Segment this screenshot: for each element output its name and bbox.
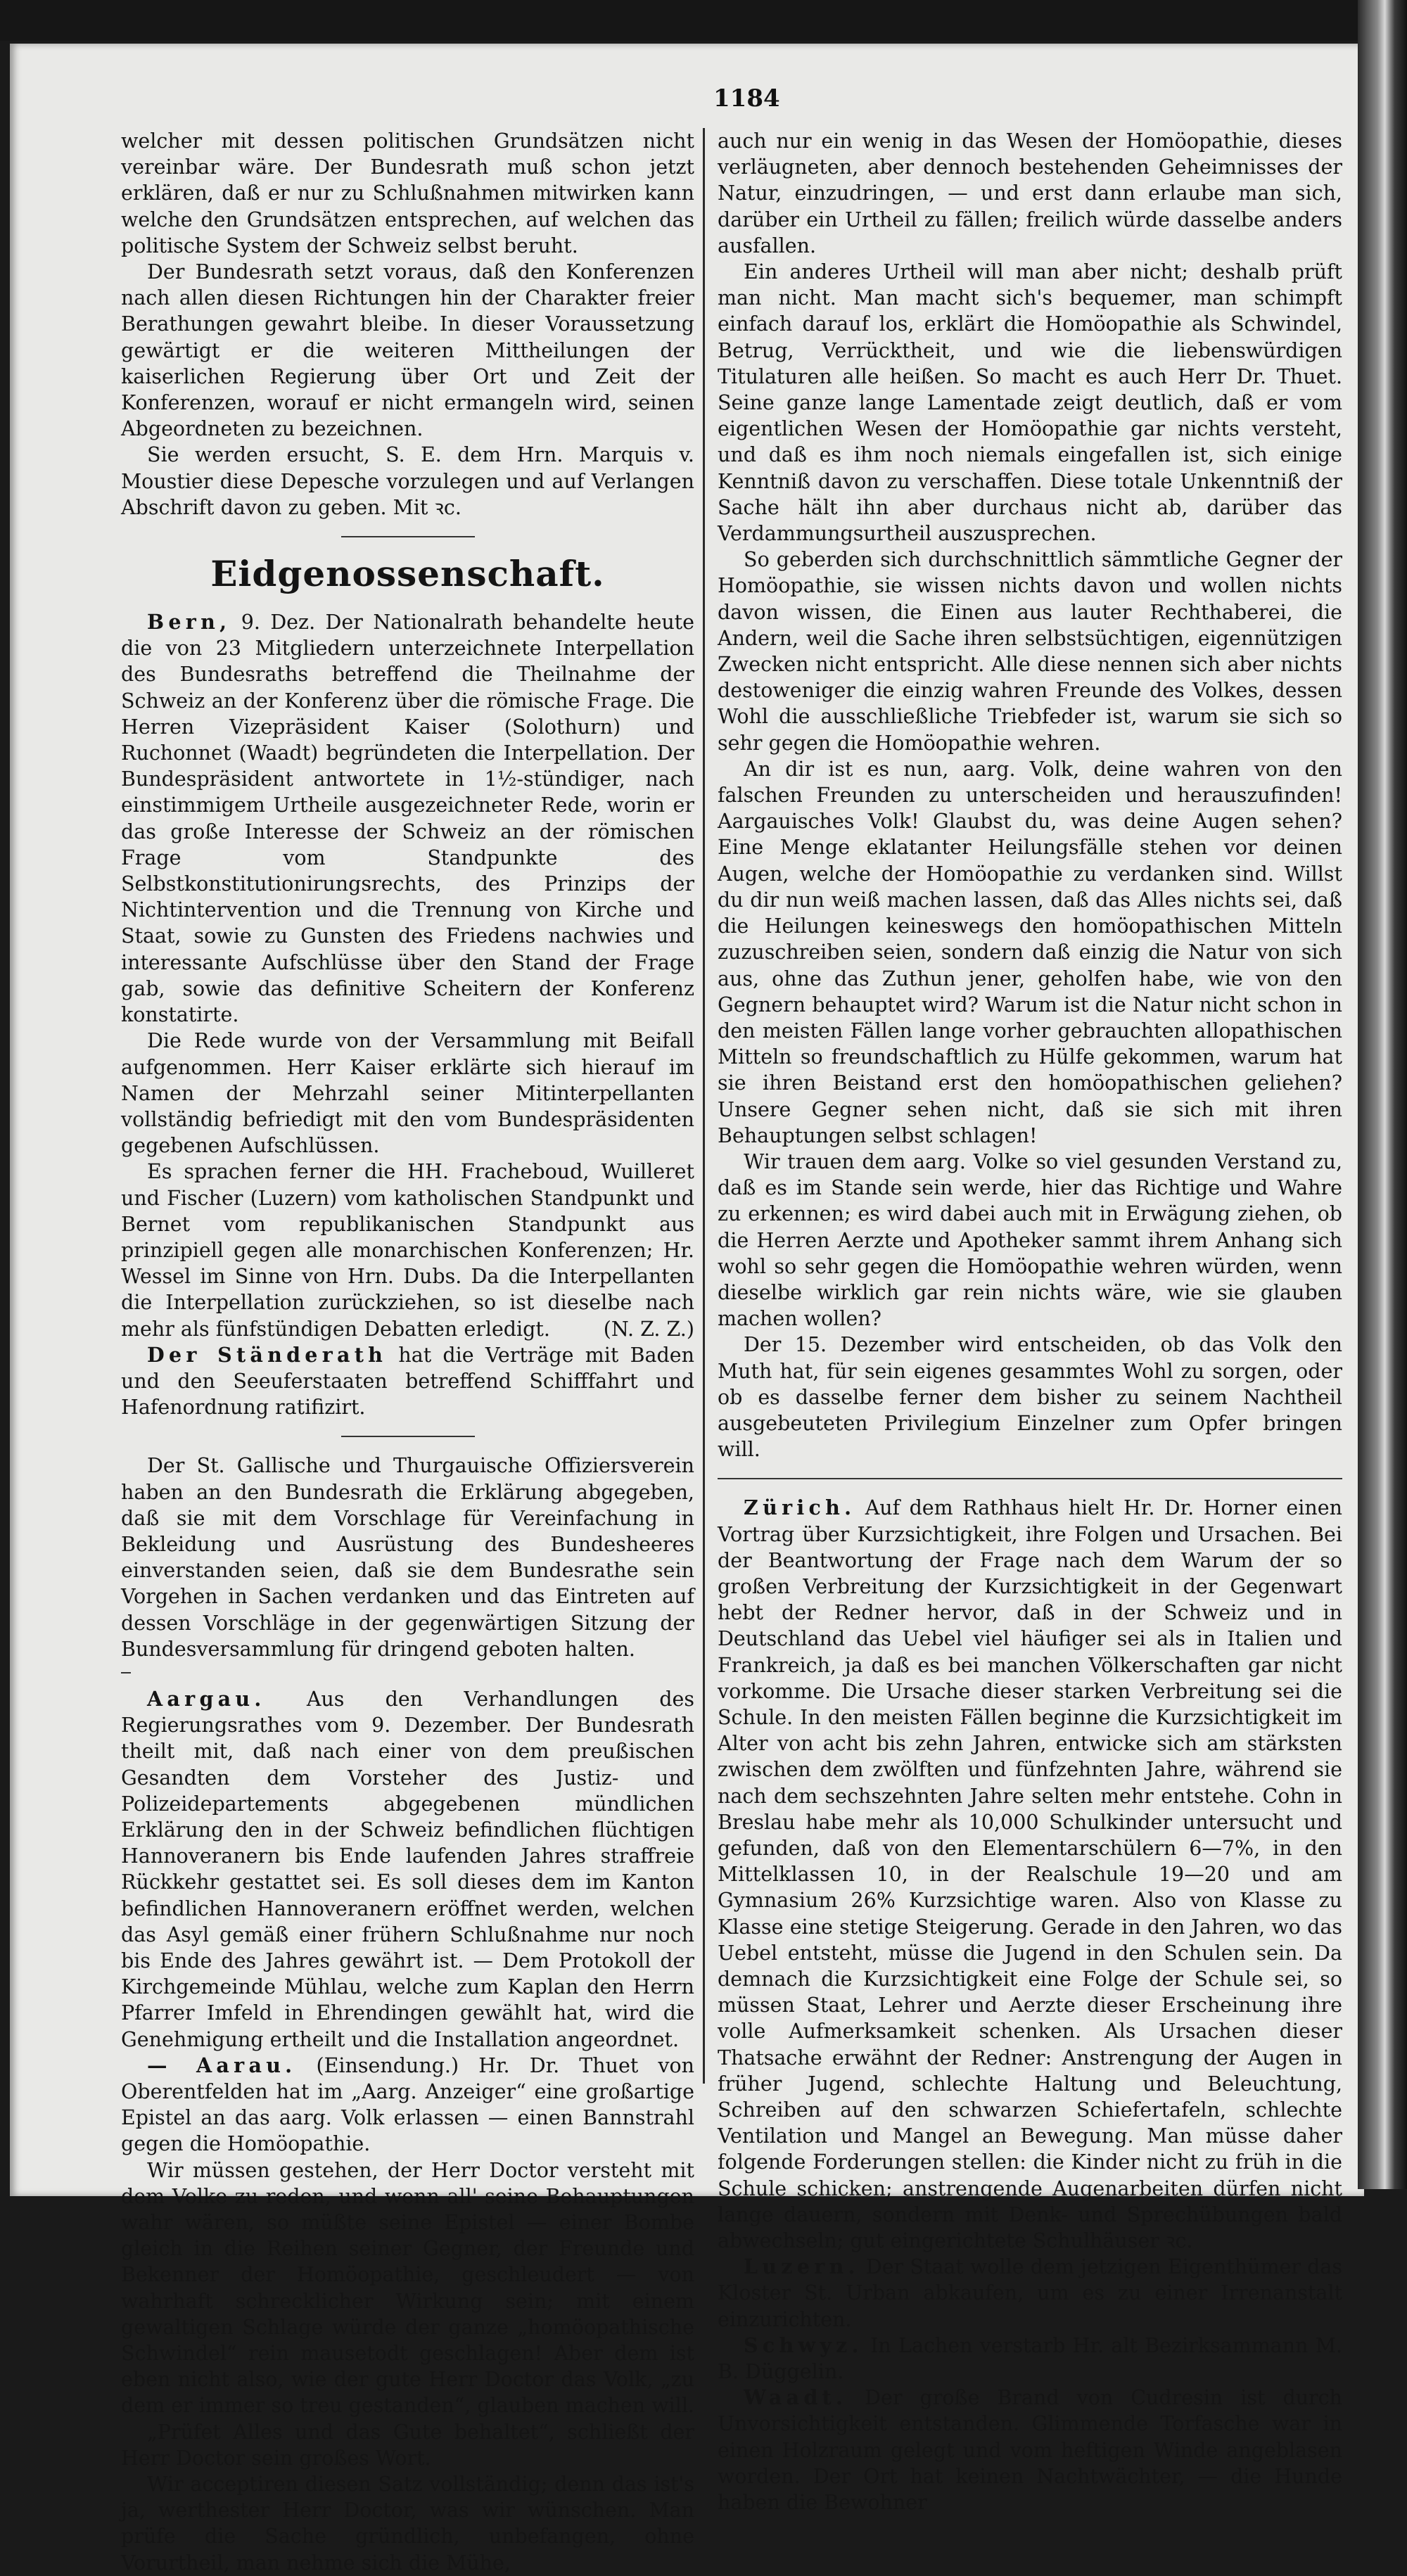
paragraph-text: An dir ist es nun, aarg. Volk, deine wahren von den falschen Freunden zu unterscheiden und herauszufinden! Aargauisches Volk! Glaubst du, was deine Augen sehen? Eine Menge eklatanter Heilungsfälle stehen vor deinen Augen, welche der Homöopathie zu verdanken sind. Willst du dir nun weiß machen lassen, daß das Alles nichts sei, daß die Heilungen keineswegs den homöopathischen Mitteln zuzuschreiben seien, sondern daß einzig die Natur von sich aus, ohne das Zuthun jener, geholfen habe, wie von den Gegnern behauptet wird? Warum ist die Natur nicht schon in den meisten Fällen lange vorher gebrauchten allopathischen Mitteln so freundschaftlich zu Hülfe gekommen, warum hat sie ihren Beistand erst den homöopathischen geliehen? Unsere Gegner sehen nicht, daß sie sich mit ihren Behauptungen selbst schlagen! (718, 757, 1342, 1147)
paragraph-text: Ein anderes Urtheil will man aber nicht; deshalb prüft man nicht. Man macht sich's bequemer, man schimpft einfach darauf los, erklärt die Homöopathie als Schwindel, Betrug, Verrücktheit, und wie die liebenswürdigen Titulaturen alle heißen. So macht es auch Herr Dr. Thuet. Seine ganze lange Lamentade zeigt deutlich, daß er vom eigentlichen Wesen der Homöopathie gar nichts versteht, und daß es ihm noch niemals eingefallen ist, sich einige Kenntniß davon zu verschaffen. Diese totale Unkenntniß der Sache hält ihn aber durchaus nicht ab, darüber das Verdammungsurtheil auszusprechen. (718, 260, 1342, 546)
column-divider (703, 128, 705, 2084)
article-paragraph (718, 1495, 1342, 2254)
scan-border-right (1358, 0, 1407, 2189)
newspaper-page (10, 44, 1364, 2575)
paragraph-text: welcher mit dessen politischen Grundsätzen nicht vereinbar wäre. Der Bundesrath muß schon jetzt erklären, daß er nur zu Schlußnahmen mitwirken kann welche den Grundsätzen entsprechen, auf welchen das politische System der Schweiz selbst beruht. (121, 129, 694, 257)
dateline: Aargau. (147, 1686, 266, 1711)
paragraph-text: Wir acceptiren diesen Satz vollständig; denn das ist's ja, werthester Herr Doctor, was wir wünschen. Man prüfe die Sache gründlich, unbefangen, ohne Vorurtheil, man nehme sich die Mühe, (121, 2473, 694, 2575)
article-paragraph (718, 128, 1342, 259)
article-paragraph (121, 2471, 694, 2576)
article-paragraph (121, 442, 694, 521)
dateline: Schwyz. (744, 2333, 863, 2357)
article-paragraph (718, 547, 1342, 756)
paragraph-text: Wir müssen gestehen, der Herr Doctor versteht mit dem Volke zu reden, und wenn all' seine Behauptungen wahr wären, so müßte seine Epistel — einer Bombe gleich in die Reihen seiner Gegner, der Freunde und Bekenner der Homöopathie, geschleudert — von wahrhaft schrecklicher Wirkung sein; mit einem gewaltigen Schlage würde der ganze „homöopathische Schwindel“ rein mausetodt geschlagen! Aber dem ist eben nicht also, wie der gute Herr Doctor das Volk, „zu dem er immer so treu gestanden“, glauben machen will. (121, 2158, 694, 2418)
article-paragraph (121, 128, 694, 259)
paragraph-text: Es sprachen ferner die HH. Fracheboud, Wuilleret und Fischer (Luzern) vom katholischen Standpunkt und Bernet vom republikanischen Standpunkt aus prinzipiell gegen alle monarchischen Konferenzen; Hr. Wessel im Sinne von Hrn. Dubs. Da die Interpellanten die Interpellation zurückziehen, so ist dieselbe nach mehr als fünfstündigen Debatten erledigt. (121, 1160, 694, 1341)
section-divider (718, 1478, 1342, 1479)
section-divider (341, 1436, 475, 1437)
article-paragraph (121, 1686, 694, 2053)
dateline: Zürich. (744, 1496, 856, 1520)
paragraph-text: In Lachen verstarb Hr. alt Bezirksammann M. B. Düggelin. (718, 2333, 1342, 2384)
article-paragraph (718, 2385, 1342, 2516)
paragraph-text: Der Staat wolle dem jetzigen Eigenthümer das Kloster St. Urban abkaufen, um es zu einer Irrenanstalt einzurichten. (718, 2255, 1342, 2331)
section-divider (341, 536, 475, 537)
article-paragraph (718, 2254, 1342, 2333)
paragraph-text: Aus den Verhandlungen des Regierungsrathes vom 9. Dezember. Der Bundesrath theilt mit, daß nach einer von dem preußischen Gesandten dem Vorsteher des Justiz- und Polizeidepartements abgegebenen mündlichen Erklärung den in der Schweiz befindlichen flüchtigen Hannoveranern bis Ende laufenden Jahres straffreie Rückkehr gestattet sei. Es soll dieses dem im Kanton befindlichen Hannoveranern eröffnet werden, welchen das Asyl gemäß einer frühern Schlußnahme nur noch bis Ende des Jahres gewährt ist. — Dem Protokoll der Kirchgemeinde Mühlau, welche zum Kaplan den Herrn Pfarrer Imfeld in Ehrendingen gewählt hat, wird die Genehmigung ertheilt und die Installation angeordnet. (121, 1687, 694, 2051)
paragraph-text: Der 15. Dezember wird entscheiden, ob das Volk den Muth hat, für sein eigenes gesammtes Wohl zu sorgen, oder ob es dasselbe ferner dem bisher zu seinem Nachtheil ausgebeuteten Privilegium Einzelner zum Opfer bringen will. (718, 1333, 1342, 1462)
section-heading: Eidgenossenschaft. (210, 553, 605, 595)
section-divider (121, 1672, 131, 1673)
paragraph-text: Der Bundesrath setzt voraus, daß den Konferenzen nach allen diesen Richtungen hin der Charakter freier Berathungen gewahrt bleibe. In dieser Voraussetzung gewärtigt er die weiteren Mittheilungen der kaiserlichen Regierung über Ort und Zeit der Konferenzen, worauf er nicht ermangeln wird, seinen Abgeordneten zu bezeichnen. (121, 260, 694, 441)
dateline: Waadt. (744, 2385, 848, 2410)
paragraph-text: Wir trauen dem aarg. Volke so viel gesunden Verstand zu, daß es im Stande sein werde, hier das Richtige und Wahre zu erkennen; es wird dabei auch mit in Erwägung ziehen, ob die Herren Aerzte und Apotheker sammt ihrem Anhang sich wohl so sehr gegen die Homöopathie wehren würden, wenn dieselbe wirklich gar rein nichts wäre, wie sie glauben machen wollen? (718, 1149, 1342, 1331)
article-paragraph (121, 1028, 694, 1159)
paragraph-text: Auf dem Rathhaus hielt Hr. Dr. Horner einen Vortrag über Kurzsichtigkeit, ihre Folgen und Ursachen. Bei der Beantwortung der Frage nach dem Warum der so großen Verbreitung der Kurzsichtigkeit in der Gegenwart hebt der Redner hervor, daß in der Schweiz und in Deutschland das Uebel viel häufiger sei als in Italien und Frankreich, ja daß es bei manchen Völkerschaften gar nicht vorkomme. Die Ursache dieser starken Verbreitung sei die Schule. In den meisten Fällen beginne die Kurzsichtigkeit im Alter von acht bis zehn Jahren, entwicke sich am stärksten zwischen dem zwölften und fünfzehnten Jahre, während sie nach dem sechszehnten Jahre selten mehr entstehe. Cohn in Breslau habe mehr als 10,000 Schulkinder untersucht und gefunden, daß von den Elementarschülern 6—7%, in den Mittelklassen 10, in der Realschule 19—20 und am Gymnasium 26% Kurzsichtige waren. Also von Klasse zu Klasse eine stetige Steigerung. Gerade in den Jahren, wo das Uebel entsteht, müsse die Jugend in den Schulen sein. Da demnach die Kurzsichtigkeit eine Folge der Schule sei, so müssen Staat, Lehrer und Aerzte dieser Erscheinung ihre volle Aufmerksamkeit schenken. Als Ursachen dieser Thatsache erwähnt der Redner: Anstrengung der Augen in früher Jugend, schlechte Haltung und Beleuchtung, Schreiben auf den schwarzen Schiefertafeln, schlechte Ventilation und Mangel an Bewegung. Man müsse daher folgende Forderungen stellen: die Kinder nicht zu früh in die Schule schicken; anstrengende Augenarbeiten dürfen nicht lange dauern, sondern mit Denk- und Sprechübungen bald abwechseln; gut eingerichtete Schulhäuser ꝛc. (718, 1496, 1342, 2253)
paragraph-text: (Einsendung.) Hr. Dr. Thuet von Oberentfelden hat im „Aarg. Anzeiger“ eine großartige Epistel an das aarg. Volk erlassen — einen Bannstrahl gegen die Homöopathie. (121, 2053, 694, 2156)
dateline: Der Ständerath (147, 1342, 388, 1367)
dateline: Luzern. (744, 2255, 860, 2279)
article-paragraph (121, 1159, 694, 1341)
dateline: Bern, (147, 610, 231, 635)
paragraph-text: „Prüfet Alles und das Gute behaltet“, schließt der Herr Doctor sein großes Wort. (121, 2420, 694, 2470)
article-paragraph (718, 756, 1342, 1149)
paragraph-text: Sie werden ersucht, S. E. dem Hrn. Marquis v. Moustier diese Depesche vorzulegen und auf Verlangen Abschrift davon zu geben. Mit ꝛc. (121, 443, 694, 519)
article-paragraph (718, 2333, 1342, 2385)
paragraph-text: Die Rede wurde von der Versammlung mit Beifall aufgenommen. Herr Kaiser erklärte sich hierauf im Namen der Mehrzahl seiner Mitinterpellanten vollständig befriedigt mit den vom Bundespräsidenten gegebenen Aufschlüssen. (121, 1029, 694, 1158)
article-paragraph (718, 1149, 1342, 1332)
paragraph-text: auch nur ein wenig in das Wesen der Homöopathie, dieses verläugneten, aber dennoch bestehenden Geheimnisses der Natur, einzudringen, — und erst dann erlaube man sich, darüber ein Urtheil zu fällen; freilich würde dasselbe anders ausfallen. (718, 129, 1342, 257)
article-paragraph (718, 1332, 1342, 1462)
article-paragraph (121, 609, 694, 1028)
source-attribution: (N. Z. Z.) (603, 1317, 694, 1341)
article-paragraph (121, 2157, 694, 2419)
dateline: — Aarau. (147, 2053, 297, 2077)
page-number: 1184 (713, 84, 780, 113)
article-paragraph (121, 259, 694, 442)
scan-border-top (0, 0, 1407, 41)
paragraph-text: So geberden sich durchschnittlich sämmtliche Gegner der Homöopathie, sie wissen nichts davon und wollen nichts davon wissen, die Einen aus lauter Rechthaberei, die Andern, weil die Sache ihren selbstsüchtigen, eigennützigen Zwecken nicht entspricht. Alle diese nennen sich aber nichts destoweniger die einzig wahren Freunde des Volkes, dessen Wohl die ausschließliche Triebfeder ist, warum sie sich so sehr gegen die Homöopathie wehren. (718, 548, 1342, 755)
right-column (718, 128, 1342, 2516)
paragraph-text: Der große Brand von Cudresin ist durch Unvorsichtigkeit entstanden. Glimmende Torfasche war in einen Holzraum gelegt und vom heftigen Winde angeblasen worden. Der Ort hat keinen Nachtwächter, — die Hunde haben die Bewohner (718, 2386, 1342, 2515)
paragraph-text: Der St. Gallische und Thurgauische Offiziersverein haben an den Bundesrath die Erklärung abgegeben, daß sie mit dem Vorschlage für Vereinfachung in Bekleidung und Ausrüstung des Bundesheeres einverstanden seien, daß sie dem Bundesrathe sein Vorgehen in Sachen verdanken und das Eintreten auf dessen Vorschläge in der gegenwärtigen Sitzung der Bundesversammlung für dringend geboten halten. (121, 1454, 694, 1661)
paragraph-text: 9. Dez. Der Nationalrath behandelte heute die von 23 Mitgliedern unterzeichnete Interpellation des Bundesraths betreffend die Theilnahme der Schweiz an der Konferenz über die römische Frage. Die Herren Vizepräsident Kaiser (Solothurn) und Ruchonnet (Waadt) begründeten die Interpellation. Der Bundespräsident antwortete in 1½-stündiger, nach einstimmigem Urtheile ausgezeichneter Rede, worin er das große Interesse der Schweiz an der römischen Frage vom Standpunkte des Selbstkonstitutionirungsrechts, des Prinzips der Nichtintervention und die Trennung von Kirche und Staat, sowie zu Gunsten des Friedens nachwies und interessante Aufschlüsse über den Stand der Frage gab, sowie das definitive Scheitern der Konferenz konstatirte. (121, 611, 694, 1027)
article-paragraph (121, 2419, 694, 2471)
article-paragraph (718, 259, 1342, 547)
article-paragraph (121, 1342, 694, 1421)
left-column (121, 128, 694, 2576)
paragraph-text: hat die Verträge mit Baden und den Seeuferstaaten betreffend Schifffahrt und Hafenordnung ratifizirt. (121, 1343, 694, 1420)
article-paragraph (121, 2053, 694, 2157)
article-paragraph (121, 1453, 694, 1662)
